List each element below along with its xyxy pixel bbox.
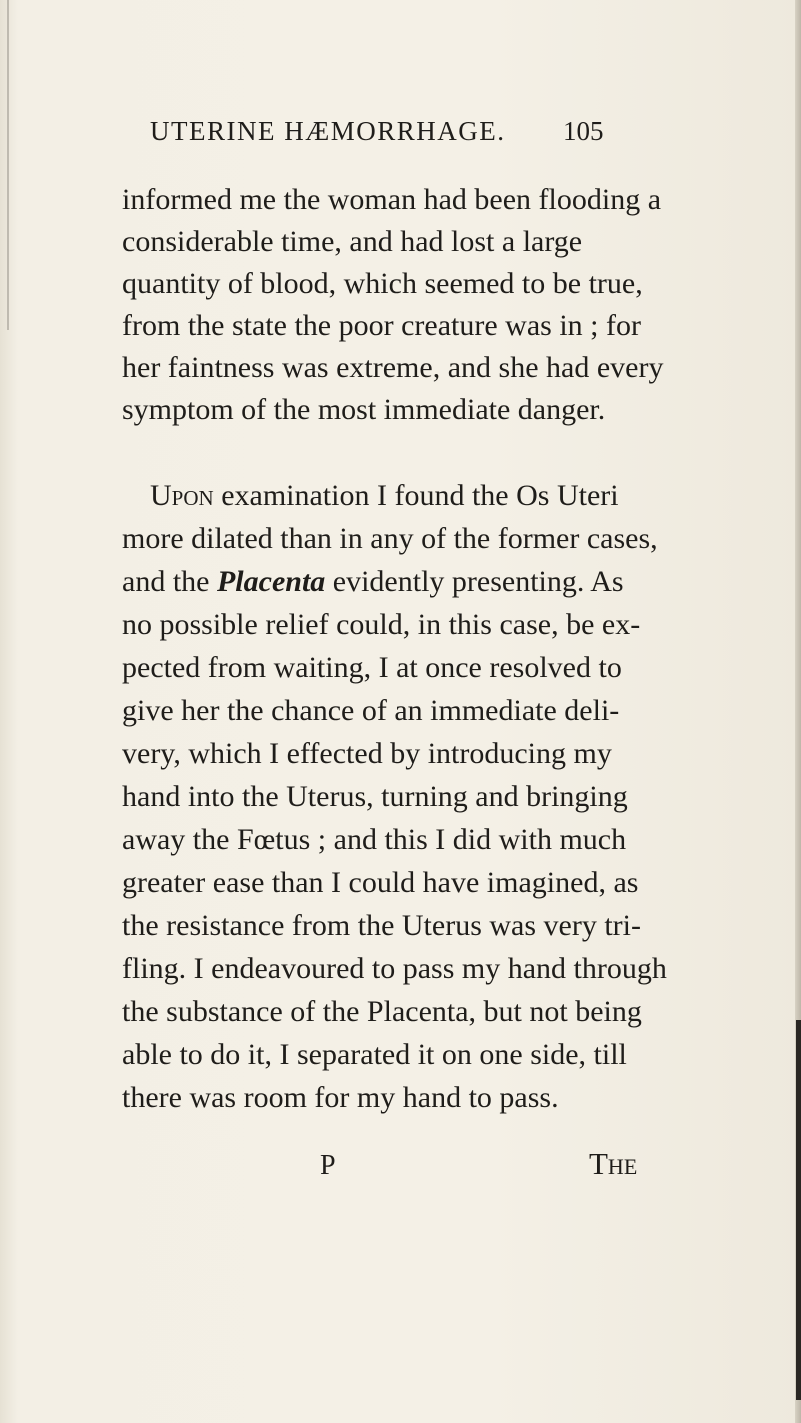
signature-mark: P — [320, 1150, 336, 1181]
text-line: considerable time, and had lost a large — [122, 225, 583, 258]
text-line — [122, 562, 624, 602]
catchword: The — [589, 1146, 638, 1181]
text-line: able to do it, I separated it on one side, till — [122, 1038, 627, 1071]
text-line: from the state the poor creature was in ; for — [122, 309, 641, 342]
text-line: there was room for my hand to pass. — [122, 1081, 559, 1114]
text-line — [150, 476, 619, 516]
page-edge-mark — [796, 1020, 801, 1400]
text-line: greater ease than I could have imagined, as — [122, 866, 639, 899]
page-number: 105 — [563, 116, 604, 146]
lead-word: Upon — [150, 479, 214, 512]
text-line: give her the chance of an immediate deli- — [122, 694, 620, 727]
text-line: pected from waiting, I at once resolved to — [122, 651, 622, 684]
text-line: quantity of blood, which seemed to be true, — [122, 267, 643, 300]
text-line: hand into the Uterus, turning and bringing — [122, 780, 628, 813]
text-span: and the — [122, 565, 217, 598]
text-span: evidently presenting. As — [325, 565, 624, 598]
text-line: fling. I endeavoured to pass my hand through — [122, 952, 667, 985]
text-line: the substance of the Placenta, but not being — [122, 995, 642, 1028]
text-line: the resistance from the Uterus was very tri- — [122, 909, 641, 942]
text-line: no possible relief could, in this case, be ex- — [122, 608, 641, 641]
text-line: more dilated than in any of the former cases, — [122, 522, 658, 555]
italic-term: Placenta — [216, 565, 326, 598]
text-line: informed me the woman had been flooding a — [122, 183, 662, 216]
running-title: UTERINE HÆMORRHAGE. — [150, 116, 506, 146]
text-line: away the Fœtus ; and this I did with much — [122, 823, 627, 856]
text-line: her faintness was extreme, and she had every — [122, 351, 664, 384]
text-span: examination I found the Os Uteri — [213, 479, 619, 512]
text-line: symptom of the most immediate danger. — [122, 393, 606, 426]
gutter-shadow — [7, 0, 9, 330]
running-head — [0, 116, 801, 156]
text-line: very, which I effected by introducing my — [122, 737, 612, 770]
